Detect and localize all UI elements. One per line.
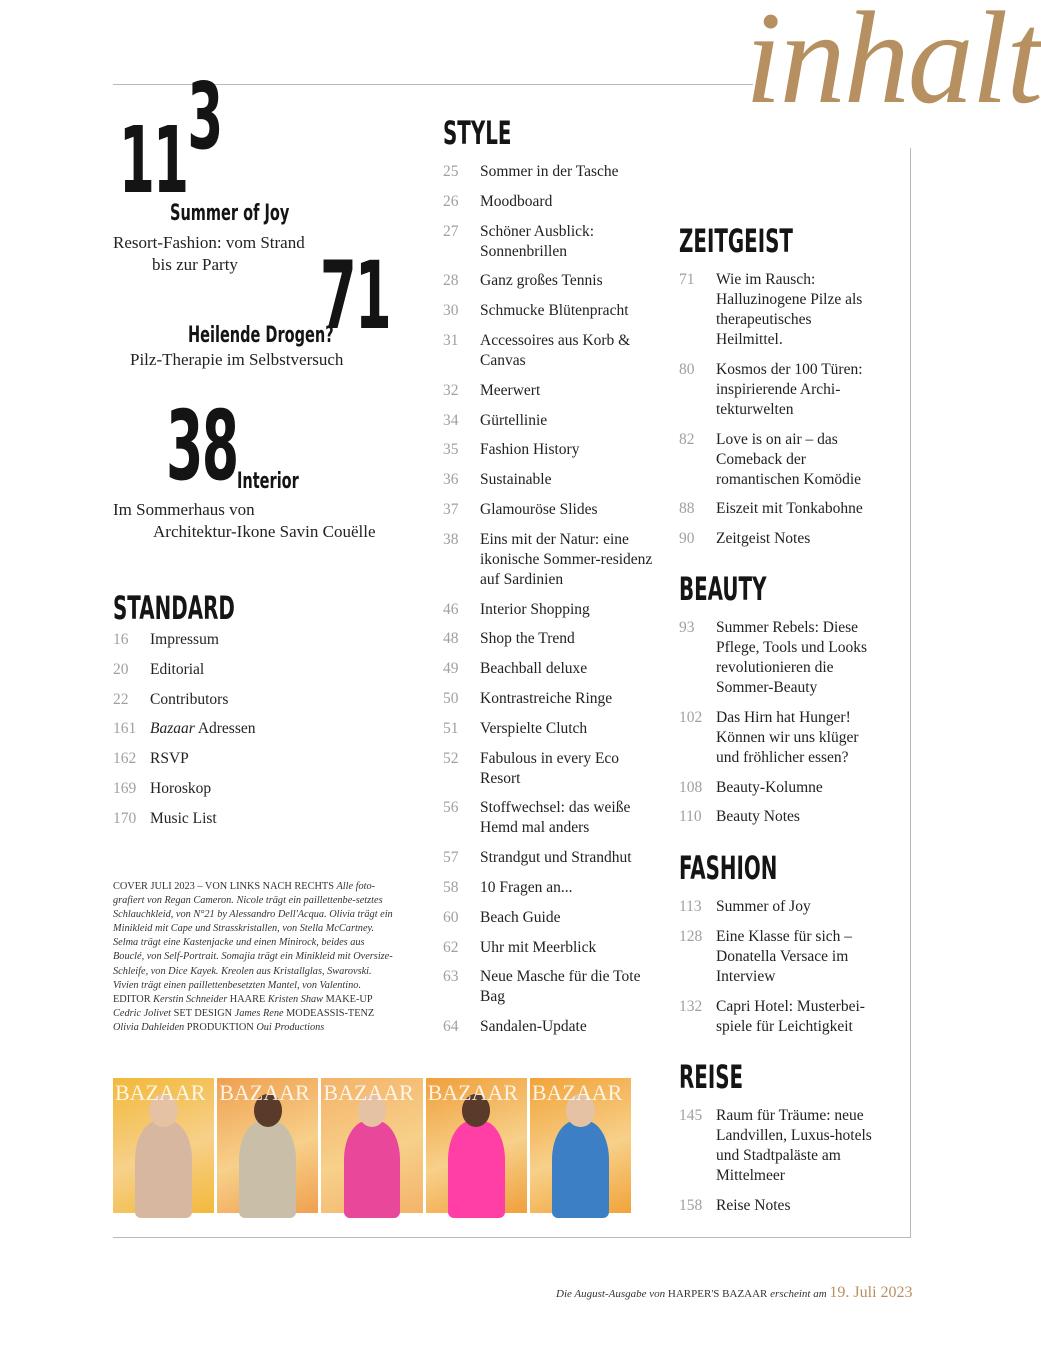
toc-item-title: Kosmos der 100 Türen: inspirierende Archi-tekturwelten	[716, 360, 863, 418]
toc-item[interactable]	[113, 660, 373, 680]
section-reise	[679, 1058, 889, 1226]
feature-title: Heilende Drogen?	[188, 323, 334, 348]
toc-item-title: Beauty Notes	[716, 808, 800, 826]
toc-item[interactable]	[443, 162, 658, 182]
page-number: 80	[679, 360, 695, 378]
page-number: 25	[443, 163, 459, 180]
toc-item[interactable]	[679, 499, 879, 519]
feature-title: Summer of Joy	[170, 201, 290, 226]
page-number: 90	[679, 530, 695, 548]
footer-note: Die August-Ausgabe von HARPER'S BAZAAR erscheint am 19. Juli 2023	[556, 1284, 913, 1301]
feature-desc: Pilz-Therapie im Selbstversuch	[130, 350, 344, 369]
toc-item-title: Accessoires aus Korb & Canvas	[480, 331, 631, 369]
toc-list	[443, 162, 658, 1037]
toc-item[interactable]	[443, 719, 658, 739]
cover-credits: COVER JULI 2023 – VON LINKS NACH RECHTS Alle foto-grafiert von Regan Cameron. Nicole trägt ein paillettenbe-setztes Schlauchkleid, von N°21 by Alessandro Dell'Acqua. Olivia trägt ein Minikleid mit Cape und Strasskristallen, von Stella McCartney. Selma trägt eine Kastenjacke und einen Minirock, beides aus Bouclé, von Self-Portrait. Somajia trägt ein Minikleid mit Oversize-Schleife, von Dice Kayek. Kreolen aus Kristallglas, Swarovski. Vivien trägt einen paillettenbesetzten Mantel, von Valentino. EDITOR Kerstin Schneider HAARE Kristen Shaw MAKE-UP Cedric Jolivet SET DESIGN James Rene MODEASSIS-TENZ Olivia Dahleiden PRODUKTION Oui Productions	[113, 881, 393, 1033]
section-heading: BEAUTY	[679, 570, 767, 608]
cover-thumbnails	[113, 1078, 631, 1213]
toc-item-title: Horoskop	[150, 779, 212, 797]
section-standard	[113, 589, 383, 839]
page-number: 102	[679, 708, 703, 726]
bottom-rule	[113, 1237, 911, 1238]
toc-item-title: Sustainable	[480, 471, 552, 489]
toc-item[interactable]	[443, 600, 658, 620]
page-number: 108	[679, 778, 703, 796]
feature-number: 113	[119, 63, 222, 214]
toc-item[interactable]	[443, 878, 658, 898]
cover-logo: BAZAAR	[531, 1080, 623, 1105]
toc-item[interactable]	[443, 440, 658, 460]
toc-item-title: Capri Hotel: Musterbei-spiele für Leichtigkeit	[716, 997, 865, 1035]
cover-logo: BAZAAR	[219, 1080, 310, 1105]
toc-list	[679, 618, 879, 827]
section-heading: STANDARD	[113, 589, 235, 627]
toc-item[interactable]	[443, 659, 658, 679]
cover-image	[426, 1078, 527, 1213]
toc-item[interactable]	[443, 689, 658, 709]
page-number: 27	[443, 222, 459, 240]
toc-item[interactable]	[443, 848, 658, 868]
page-number: 113	[679, 898, 702, 915]
toc-item[interactable]	[443, 222, 658, 262]
page-number: 26	[443, 192, 459, 210]
page-number: 30	[443, 302, 459, 320]
feature-38[interactable]	[113, 390, 413, 548]
toc-item-title: Eiszeit mit Tonkabohne	[716, 500, 863, 518]
toc-item[interactable]	[443, 530, 658, 590]
toc-item[interactable]	[679, 1106, 879, 1186]
toc-item-title: Beauty-Kolumne	[716, 778, 823, 796]
toc-item-title: Interior Shopping	[480, 600, 590, 618]
toc-item-title: Neue Masche für die Tote Bag	[480, 968, 641, 1006]
page-number: 52	[443, 749, 459, 767]
toc-item[interactable]	[443, 908, 658, 928]
toc-item-title: Love is on air – das Comeback der romantischen Komödie	[716, 430, 862, 488]
page-number: 35	[443, 441, 459, 459]
page-number: 56	[443, 799, 459, 817]
toc-item-title: Glamouröse Slides	[480, 500, 598, 518]
page-number: 158	[679, 1196, 703, 1214]
toc-item-title: 10 Fragen an...	[480, 878, 573, 896]
toc-item-title: Fabulous in every Eco Resort	[480, 749, 620, 787]
toc-item-title: Gürtellinie	[480, 411, 548, 429]
toc-item[interactable]	[443, 192, 658, 212]
page-number: 28	[443, 272, 459, 290]
toc-item-title: Kontrastreiche Ringe	[480, 689, 613, 707]
page-number: 34	[443, 411, 459, 429]
page-number: 20	[113, 660, 129, 678]
toc-item[interactable]	[113, 779, 373, 799]
toc-item[interactable]	[679, 897, 879, 917]
page-title: inhalt	[745, 0, 1041, 131]
page-number: 22	[113, 690, 129, 708]
page-number: 49	[443, 660, 459, 678]
toc-item-title: Sommer in der Tasche	[480, 163, 619, 180]
toc-item[interactable]	[113, 630, 373, 650]
section-fashion	[679, 849, 889, 1046]
toc-item[interactable]	[443, 271, 658, 291]
toc-item[interactable]	[443, 1017, 658, 1037]
page-number: 16	[113, 631, 129, 648]
cover-logo: BAZAAR	[323, 1080, 414, 1105]
toc-item[interactable]	[113, 809, 373, 829]
feature-desc: Im Sommerhaus von Architektur-Ikone Savin Couëlle	[113, 500, 376, 541]
toc-item[interactable]	[679, 430, 879, 490]
toc-item[interactable]	[443, 301, 658, 321]
toc-item[interactable]	[679, 360, 879, 420]
page-number: 50	[443, 689, 459, 707]
page-number: 48	[443, 630, 459, 648]
toc-item-title: Raum für Träume: neue Landvillen, Luxus-hotels und Stadtpaläste am Mittelmeer	[716, 1107, 872, 1184]
right-rule	[910, 148, 911, 1238]
toc-list	[679, 1106, 879, 1216]
page-number: 32	[443, 381, 459, 399]
page-number: 62	[443, 938, 459, 956]
toc-item-title: Schmucke Blütenpracht	[480, 302, 629, 320]
toc-item-title: Shop the Trend	[480, 630, 575, 648]
toc-item-title: Eins mit der Natur: eine ikonische Sommer-residenz auf Sardinien	[480, 530, 653, 588]
toc-item[interactable]	[443, 749, 658, 789]
toc-item-title: Moodboard	[480, 192, 553, 210]
page-number: 36	[443, 471, 459, 489]
section-heading: ZEITGEIST	[679, 222, 793, 260]
toc-item[interactable]	[679, 529, 879, 549]
cover-image	[530, 1078, 631, 1213]
toc-item[interactable]	[679, 270, 879, 350]
page-number: 58	[443, 878, 459, 896]
section-heading: FASHION	[679, 849, 778, 887]
page-number: 31	[443, 331, 459, 349]
toc-item[interactable]	[443, 629, 658, 649]
page-number: 37	[443, 500, 459, 518]
toc-item[interactable]	[443, 500, 658, 520]
toc-item-title: Wie im Rausch: Halluzinogene Pilze als therapeutisches Heilmittel.	[716, 271, 863, 348]
toc-item[interactable]	[443, 470, 658, 490]
cover-image	[217, 1078, 318, 1213]
page-number: 60	[443, 908, 459, 926]
toc-list	[113, 630, 373, 829]
page-number: 88	[679, 500, 695, 518]
page-number: 93	[679, 619, 695, 636]
page-number: 145	[679, 1107, 703, 1124]
page-number: 63	[443, 968, 459, 986]
toc-item-title: Beach Guide	[480, 908, 561, 926]
toc-item-title: Zeitgeist Notes	[716, 530, 811, 548]
page-number: 46	[443, 600, 459, 618]
toc-item-title: Schöner Ausblick: Sonnenbrillen	[480, 222, 595, 260]
section-heading: REISE	[679, 1058, 744, 1096]
feature-title: Interior	[237, 469, 299, 494]
toc-item-title: Ganz großes Tennis	[480, 272, 603, 290]
toc-item[interactable]	[113, 690, 373, 710]
page-number: 162	[113, 750, 137, 768]
toc-item[interactable]	[443, 938, 658, 958]
toc-item-title: Music List	[150, 809, 217, 827]
section-zeitgeist	[679, 222, 889, 559]
toc-item-title: Uhr mit Meerblick	[480, 938, 597, 956]
toc-item-title: Sandalen-Update	[480, 1018, 587, 1036]
cover-logo: BAZAAR	[427, 1080, 519, 1105]
toc-item[interactable]	[679, 778, 879, 798]
toc-item[interactable]	[443, 381, 658, 401]
page-number: 170	[113, 809, 137, 827]
toc-item[interactable]	[679, 927, 879, 987]
page-number: 64	[443, 1018, 459, 1036]
page-number: 128	[679, 927, 703, 945]
toc-item[interactable]	[443, 411, 658, 431]
page-number: 110	[679, 808, 702, 826]
section-heading: STYLE	[443, 114, 512, 152]
section-style	[443, 114, 673, 1047]
toc-item-title: Reise Notes	[716, 1196, 791, 1214]
toc-item[interactable]	[679, 1196, 879, 1216]
page-number: 38	[443, 530, 459, 548]
toc-list	[679, 270, 879, 549]
toc-item-title: Eine Klasse für sich – Donatella Versace im Interview	[716, 927, 853, 985]
toc-item-title: Verspielte Clutch	[480, 719, 588, 737]
toc-item-title: Meerwert	[480, 381, 541, 399]
toc-item-title: Fashion History	[480, 441, 580, 459]
feature-desc: Resort-Fashion: vom Strand bis zur Party	[113, 233, 305, 274]
page-number: 82	[679, 430, 695, 448]
toc-item-title: Impressum	[150, 631, 219, 648]
page-number: 51	[443, 719, 459, 737]
toc-item-title: Bazaar Adressen	[150, 720, 256, 738]
toc-item[interactable]	[443, 331, 658, 371]
page-number: 161	[113, 720, 137, 738]
page-number: 57	[443, 849, 459, 867]
cover-image	[113, 1078, 214, 1213]
toc-item[interactable]	[679, 807, 879, 827]
toc-item-title: Summer of Joy	[716, 898, 811, 915]
section-beauty	[679, 570, 889, 837]
toc-item-title: Beachball deluxe	[480, 660, 588, 678]
toc-item[interactable]	[679, 708, 879, 768]
feature-number: 38	[166, 390, 238, 502]
toc-item-title: RSVP	[150, 750, 189, 768]
toc-item-title: Stoffwechsel: das weiße Hemd mal anders	[480, 799, 631, 837]
toc-item[interactable]	[113, 749, 373, 769]
toc-item[interactable]	[443, 967, 658, 1007]
toc-item-title: Summer Rebels: Diese Pflege, Tools und Looks revolutionieren die Sommer-Beauty	[716, 619, 868, 696]
page-number: 71	[679, 271, 695, 288]
feature-71[interactable]	[130, 242, 390, 380]
toc-item[interactable]	[443, 798, 658, 838]
cover-logo: BAZAAR	[115, 1080, 206, 1105]
toc-list	[679, 897, 879, 1037]
toc-item-title: Contributors	[150, 690, 229, 708]
toc-item-title: Strandgut und Strandhut	[480, 849, 632, 867]
page-number: 132	[679, 997, 703, 1015]
cover-image	[321, 1078, 422, 1213]
feature-number: 71	[320, 242, 390, 351]
page-number: 169	[113, 779, 137, 797]
toc-item[interactable]	[679, 618, 879, 698]
toc-item[interactable]	[113, 719, 373, 739]
toc-item-title: Das Hirn hat Hunger! Können wir uns klüger und fröhlicher essen?	[716, 708, 859, 766]
toc-item[interactable]	[679, 997, 879, 1037]
toc-item-title: Editorial	[150, 660, 205, 678]
